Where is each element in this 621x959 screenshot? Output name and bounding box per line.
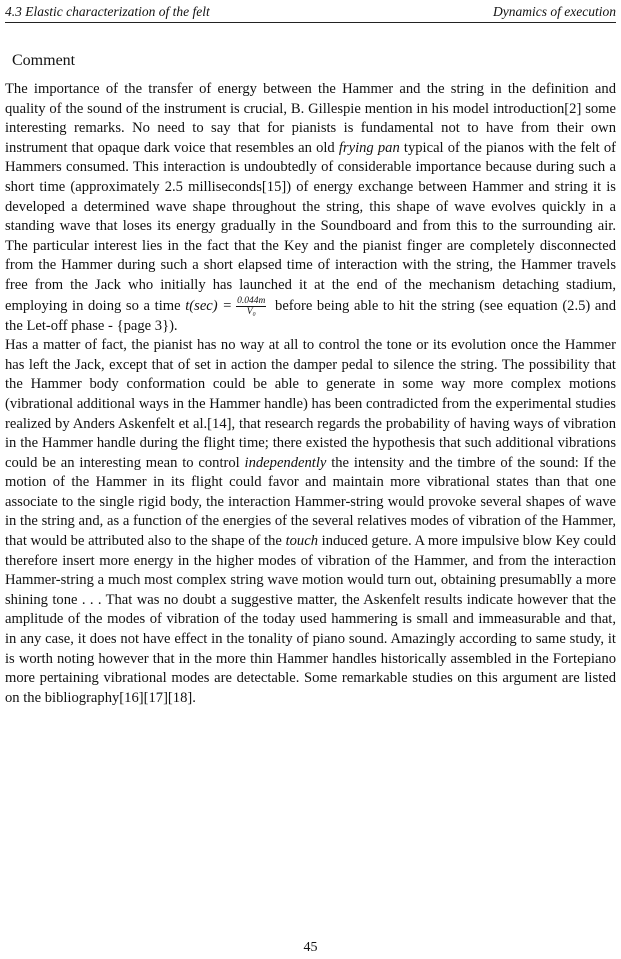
- paragraph: [5, 80, 616, 336]
- formula-fraction: [236, 296, 266, 317]
- section-heading: Comment: [12, 52, 76, 69]
- paragraph-text: typical of the pianos with the felt of Hammers consumed. This interaction is undoubtedly of considerable importance because during such a short time (approximately 2.5 milliseconds[15]) of energy exchange between Hammer and string it is developed a determined wave shape throughout the string, this shape of wave evolves quickly in a standing wave that loses its energy gradually in the Soundboard and from this to the surrounding air. The particular interest lies in the fact that the Key and the pianist finger are completely disconnected from the Hammer during such a short elapsed time of interaction with the string, the Hammer travels free from the Jack who initially has launched it at the end of the mechanism detaching stadium, employing in doing so a time: [5, 139, 616, 314]
- header-chapter-title: Dynamics of execution: [493, 4, 616, 19]
- page-number: 45: [303, 940, 318, 955]
- paragraph-text: induced geture. A more impulsive blow Key could therefore insert more energy in the higher modes of vibration of the Hammer, and from the interaction Hammer-string a much most complex string wave motion would turn out, obtaining presumablly a more shining tone . . . That was no doubt a suggestive matter, the Askenfelt results indicate however that the amplitude of the modes of vibration of the today used hammering is small and immeasurable and that, in any case, it does not have effect in the tonality of piano sound. Amazingly according to same study, it is worth noting however that in the more thin Hammer handles historically assembled in the Fortepiano more pertaining vibrational modes are detectable. Some remarkable studies on this argument are listed on the bibliography[16][17][18].: [5, 533, 617, 706]
- emphasis-text: frying pan: [338, 139, 400, 156]
- paragraph-text: The importance of the transfer of energy between the Hammer and the string in the definition and quality of the sound of the instrument is crucial, B. Gillespie mention in his model introduction[2] some interesting remarks. No need to say that for pianists is fundamental not to have from their own instrument that opaque dark voice that resembles an old: [5, 81, 616, 156]
- formula-lhs: t(sec) =: [185, 297, 233, 314]
- paragraph-text: the intensity and the timbre of the sound: If the motion of the Hammer in its flight could favor and maintain more vibrational states than that one associate to the single rigid body, the interaction Hammer-string would provoke several shapes of wave in the string and, as a function of the energies of the several relatives modes of vibration of the Hammer, that would be attributed also to the shape of the: [5, 454, 617, 550]
- body-text: [5, 80, 616, 708]
- fraction-numerator: 0.044m: [237, 295, 266, 306]
- paragraph-text: Has a matter of fact, the pianist has no way at all to control the tone or its evolution once the Hammer has left the Jack, except that of set in action the damper pedal to silence the string. The possibility that the Hammer body conformation could be able to generate in some way more complex motions (vibrational additional ways in the Hammer handle) has been contradicted from the experimental studies realized by Anders Askenfelt et al.[14], that research regards the probability of having ways of vibration in the Hammer handle during the flight time; there existed the hypothesis that such additional vibrations could be an interesting mean to control: [5, 337, 616, 471]
- paragraph: [5, 336, 616, 708]
- emphasis-text: touch: [285, 533, 319, 550]
- running-header: [5, 4, 616, 23]
- header-section-title: 4.3 Elastic characterization of the felt: [5, 4, 210, 19]
- emphasis-text: independently: [244, 454, 327, 471]
- fraction-denominator: V₀: [246, 306, 256, 317]
- paragraph-text: before being able to hit the string (see equation (2.5) and the Let-off phase - {page 3}).: [5, 297, 616, 334]
